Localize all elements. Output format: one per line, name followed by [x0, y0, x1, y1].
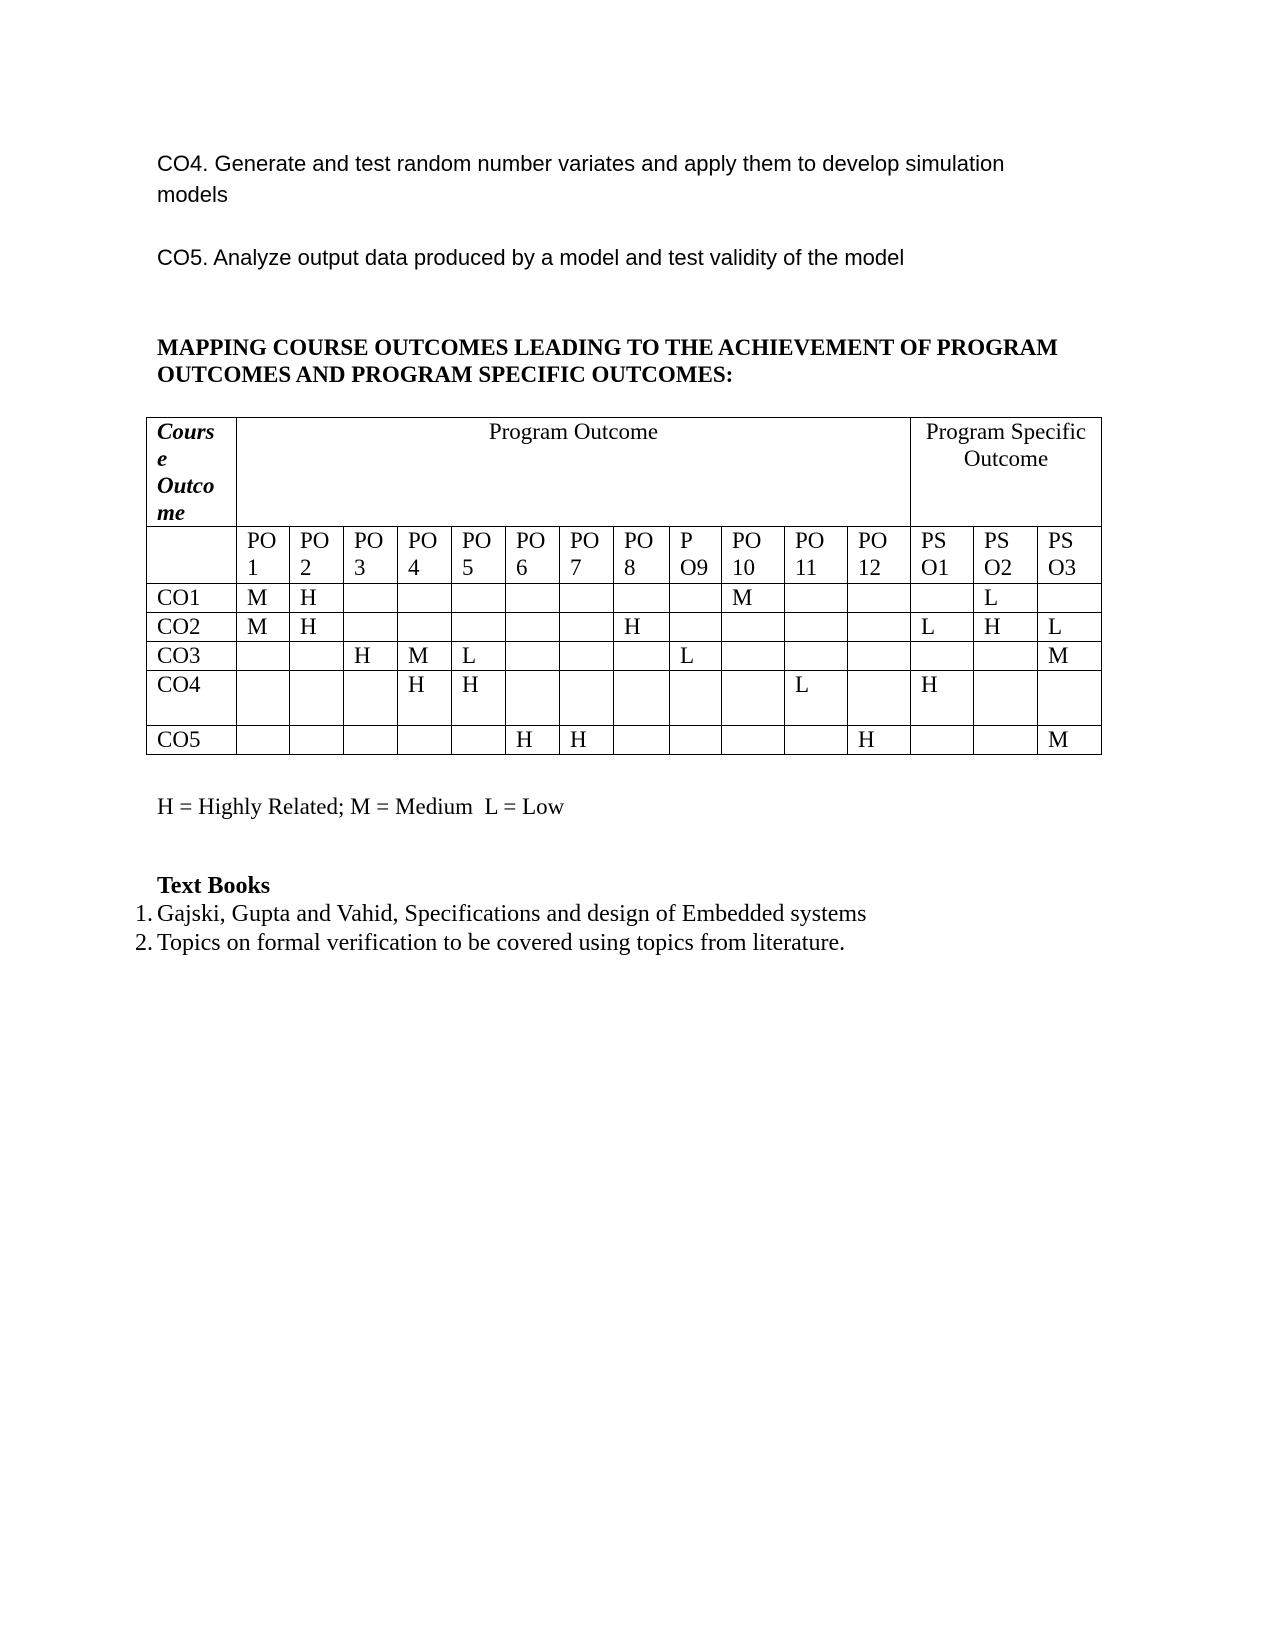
- table-cell: [785, 613, 848, 642]
- table-cell: [290, 671, 344, 726]
- table-cell: [614, 726, 670, 755]
- table-cell: [560, 584, 614, 613]
- table-cell: [290, 726, 344, 755]
- table-cell: M: [237, 613, 290, 642]
- table-cell: [452, 726, 506, 755]
- table-cell: L: [670, 642, 722, 671]
- column-header-line: PO: [570, 528, 600, 553]
- column-header-line: PS: [921, 528, 947, 553]
- table-cell: [848, 584, 911, 613]
- row-label: CO5: [147, 726, 237, 755]
- table-cell: H: [452, 671, 506, 726]
- program-specific-outcome-header: [911, 418, 1102, 527]
- table-cell: M: [722, 584, 785, 613]
- table-cell: H: [290, 584, 344, 613]
- table-cell: L: [974, 584, 1038, 613]
- table-cell: [290, 642, 344, 671]
- column-header-line: PS: [984, 528, 1010, 553]
- table-cell: [722, 671, 785, 726]
- table-cell: [506, 584, 560, 613]
- row-label: CO4: [147, 671, 237, 726]
- column-header-line: 11: [795, 555, 818, 580]
- column-header-line: 2: [300, 555, 312, 580]
- column-header-line: O9: [680, 555, 709, 580]
- table-cell: [506, 671, 560, 726]
- table-cell: [974, 726, 1038, 755]
- table-cell: L: [452, 642, 506, 671]
- column-header-line: PO: [858, 528, 888, 553]
- column-header: [290, 527, 344, 584]
- column-header: [344, 527, 398, 584]
- column-header: [506, 527, 560, 584]
- table-cell: [344, 584, 398, 613]
- table-cell: [848, 671, 911, 726]
- mapping-heading: MAPPING COURSE OUTCOMES LEADING TO THE ACHIEVEMENT OF PROGRAM OUTCOMES AND PROGRAM SPECIFIC OUTCOMES:: [157, 335, 1058, 387]
- table-cell: [614, 671, 670, 726]
- table-cell: [344, 613, 398, 642]
- table-cell: [398, 726, 452, 755]
- table-cell: H: [911, 671, 974, 726]
- table-cell: H: [848, 726, 911, 755]
- column-header-line: PO: [300, 528, 330, 553]
- column-header-line: 6: [516, 555, 528, 580]
- table-group-header-row: [147, 418, 1102, 527]
- column-header-line: PO: [732, 528, 762, 553]
- table-cell: [722, 726, 785, 755]
- table-cell: [785, 584, 848, 613]
- table-cell: [452, 613, 506, 642]
- course-outcome-co4: CO4. Generate and test random number variates and apply them to develop simulation models: [157, 151, 1005, 207]
- column-header-line: PO: [462, 528, 492, 553]
- row-label: CO2: [147, 613, 237, 642]
- table-cell: [506, 642, 560, 671]
- text-books-list: [135, 900, 1157, 958]
- course-outcome-co5: CO5. Analyze output data produced by a model and test validity of the model: [157, 245, 905, 270]
- table-row: [147, 726, 1102, 755]
- table-cell: [614, 584, 670, 613]
- column-header-line: 1: [247, 555, 259, 580]
- course-outcome-header-line: e: [157, 446, 168, 471]
- table-cell: [911, 584, 974, 613]
- program-specific-header-line: Program Specific: [925, 419, 1087, 444]
- table-row: [147, 642, 1102, 671]
- table-cell: [452, 584, 506, 613]
- row-label: CO3: [147, 642, 237, 671]
- column-header-line: PO: [795, 528, 825, 553]
- course-outcome-header-line: Cours: [157, 419, 215, 444]
- table-row: [147, 671, 1102, 726]
- column-header-line: O3: [1048, 555, 1077, 580]
- table-cell: M: [1038, 642, 1102, 671]
- column-header: [614, 527, 670, 584]
- list-item-text: Topics on formal verification to be covered using topics from literature.: [157, 930, 846, 956]
- list-item: [135, 900, 1157, 929]
- column-header-line: 4: [408, 555, 420, 580]
- table-cell: [670, 726, 722, 755]
- table-cell: L: [911, 613, 974, 642]
- column-header: [237, 527, 290, 584]
- table-cell: [398, 613, 452, 642]
- table-cell: [848, 642, 911, 671]
- course-outcome-header-line: Outco: [157, 473, 215, 498]
- row-label: CO1: [147, 584, 237, 613]
- column-header: [785, 527, 848, 584]
- column-header-line: PS: [1048, 528, 1074, 553]
- table-cell: [237, 642, 290, 671]
- table-cell: H: [290, 613, 344, 642]
- column-header: [848, 527, 911, 584]
- table-cell: [722, 613, 785, 642]
- course-outcome-header: [147, 418, 237, 527]
- list-item-text: Gajski, Gupta and Vahid, Specifications and design of Embedded systems: [157, 901, 867, 927]
- table-cell: [1038, 584, 1102, 613]
- table-cell: [614, 642, 670, 671]
- table-cell: [911, 642, 974, 671]
- table-cell: [237, 671, 290, 726]
- table-cell: [398, 584, 452, 613]
- column-header: [398, 527, 452, 584]
- column-header: [670, 527, 722, 584]
- table-row: [147, 584, 1102, 613]
- legend: H = Highly Related; M = Medium L = Low: [157, 794, 565, 819]
- table-cell: [974, 642, 1038, 671]
- table-cell: H: [614, 613, 670, 642]
- column-header-line: 12: [858, 555, 881, 580]
- column-header-line: 3: [354, 555, 366, 580]
- table-cell: [560, 642, 614, 671]
- table-cell: [974, 671, 1038, 726]
- column-header-line: P: [680, 528, 693, 553]
- column-header-line: PO: [354, 528, 384, 553]
- table-cell: [506, 613, 560, 642]
- column-header-line: PO: [247, 528, 277, 553]
- column-header-line: PO: [624, 528, 654, 553]
- table-cell: [560, 671, 614, 726]
- table-cell: [785, 642, 848, 671]
- table-cell: [722, 642, 785, 671]
- table-column-header-row: [147, 527, 1102, 584]
- column-header-line: 10: [732, 555, 755, 580]
- table-cell: H: [506, 726, 560, 755]
- column-header-line: O2: [984, 555, 1013, 580]
- program-outcome-header: Program Outcome: [237, 418, 911, 527]
- table-cell: [785, 726, 848, 755]
- column-header: [452, 527, 506, 584]
- column-header: [560, 527, 614, 584]
- table-cell: L: [785, 671, 848, 726]
- column-header: [1038, 527, 1102, 584]
- table-cell: H: [344, 642, 398, 671]
- table-cell: M: [398, 642, 452, 671]
- list-item: [135, 929, 1157, 958]
- column-header-line: O1: [921, 555, 950, 580]
- column-header-line: 5: [462, 555, 474, 580]
- text-books-title: Text Books: [157, 873, 271, 899]
- table-cell: [237, 726, 290, 755]
- column-header-line: 8: [624, 555, 636, 580]
- table-cell: H: [974, 613, 1038, 642]
- table-cell: M: [1038, 726, 1102, 755]
- table-cell: [560, 613, 614, 642]
- table-cell: H: [398, 671, 452, 726]
- program-specific-header-line: Outcome: [963, 446, 1049, 471]
- list-item-number: 2.: [135, 930, 153, 956]
- table-cell: [670, 613, 722, 642]
- table-row: [147, 613, 1102, 642]
- table-cell: [670, 584, 722, 613]
- table-cell: H: [560, 726, 614, 755]
- table-cell: [1038, 671, 1102, 726]
- column-header: [722, 527, 785, 584]
- list-item-number: 1.: [135, 901, 153, 927]
- table-cell: M: [237, 584, 290, 613]
- co-po-mapping-table: [146, 417, 1102, 755]
- table-cell: [344, 671, 398, 726]
- table-cell: [670, 671, 722, 726]
- table-cell: L: [1038, 613, 1102, 642]
- column-header-line: PO: [516, 528, 546, 553]
- column-header-line: 7: [570, 555, 582, 580]
- table-cell: [848, 613, 911, 642]
- table-cell: [344, 726, 398, 755]
- table-cell: [911, 726, 974, 755]
- column-header: [911, 527, 974, 584]
- column-header-line: PO: [408, 528, 438, 553]
- empty-corner-cell: [147, 527, 237, 584]
- column-header: [974, 527, 1038, 584]
- course-outcome-header-line: me: [157, 500, 186, 525]
